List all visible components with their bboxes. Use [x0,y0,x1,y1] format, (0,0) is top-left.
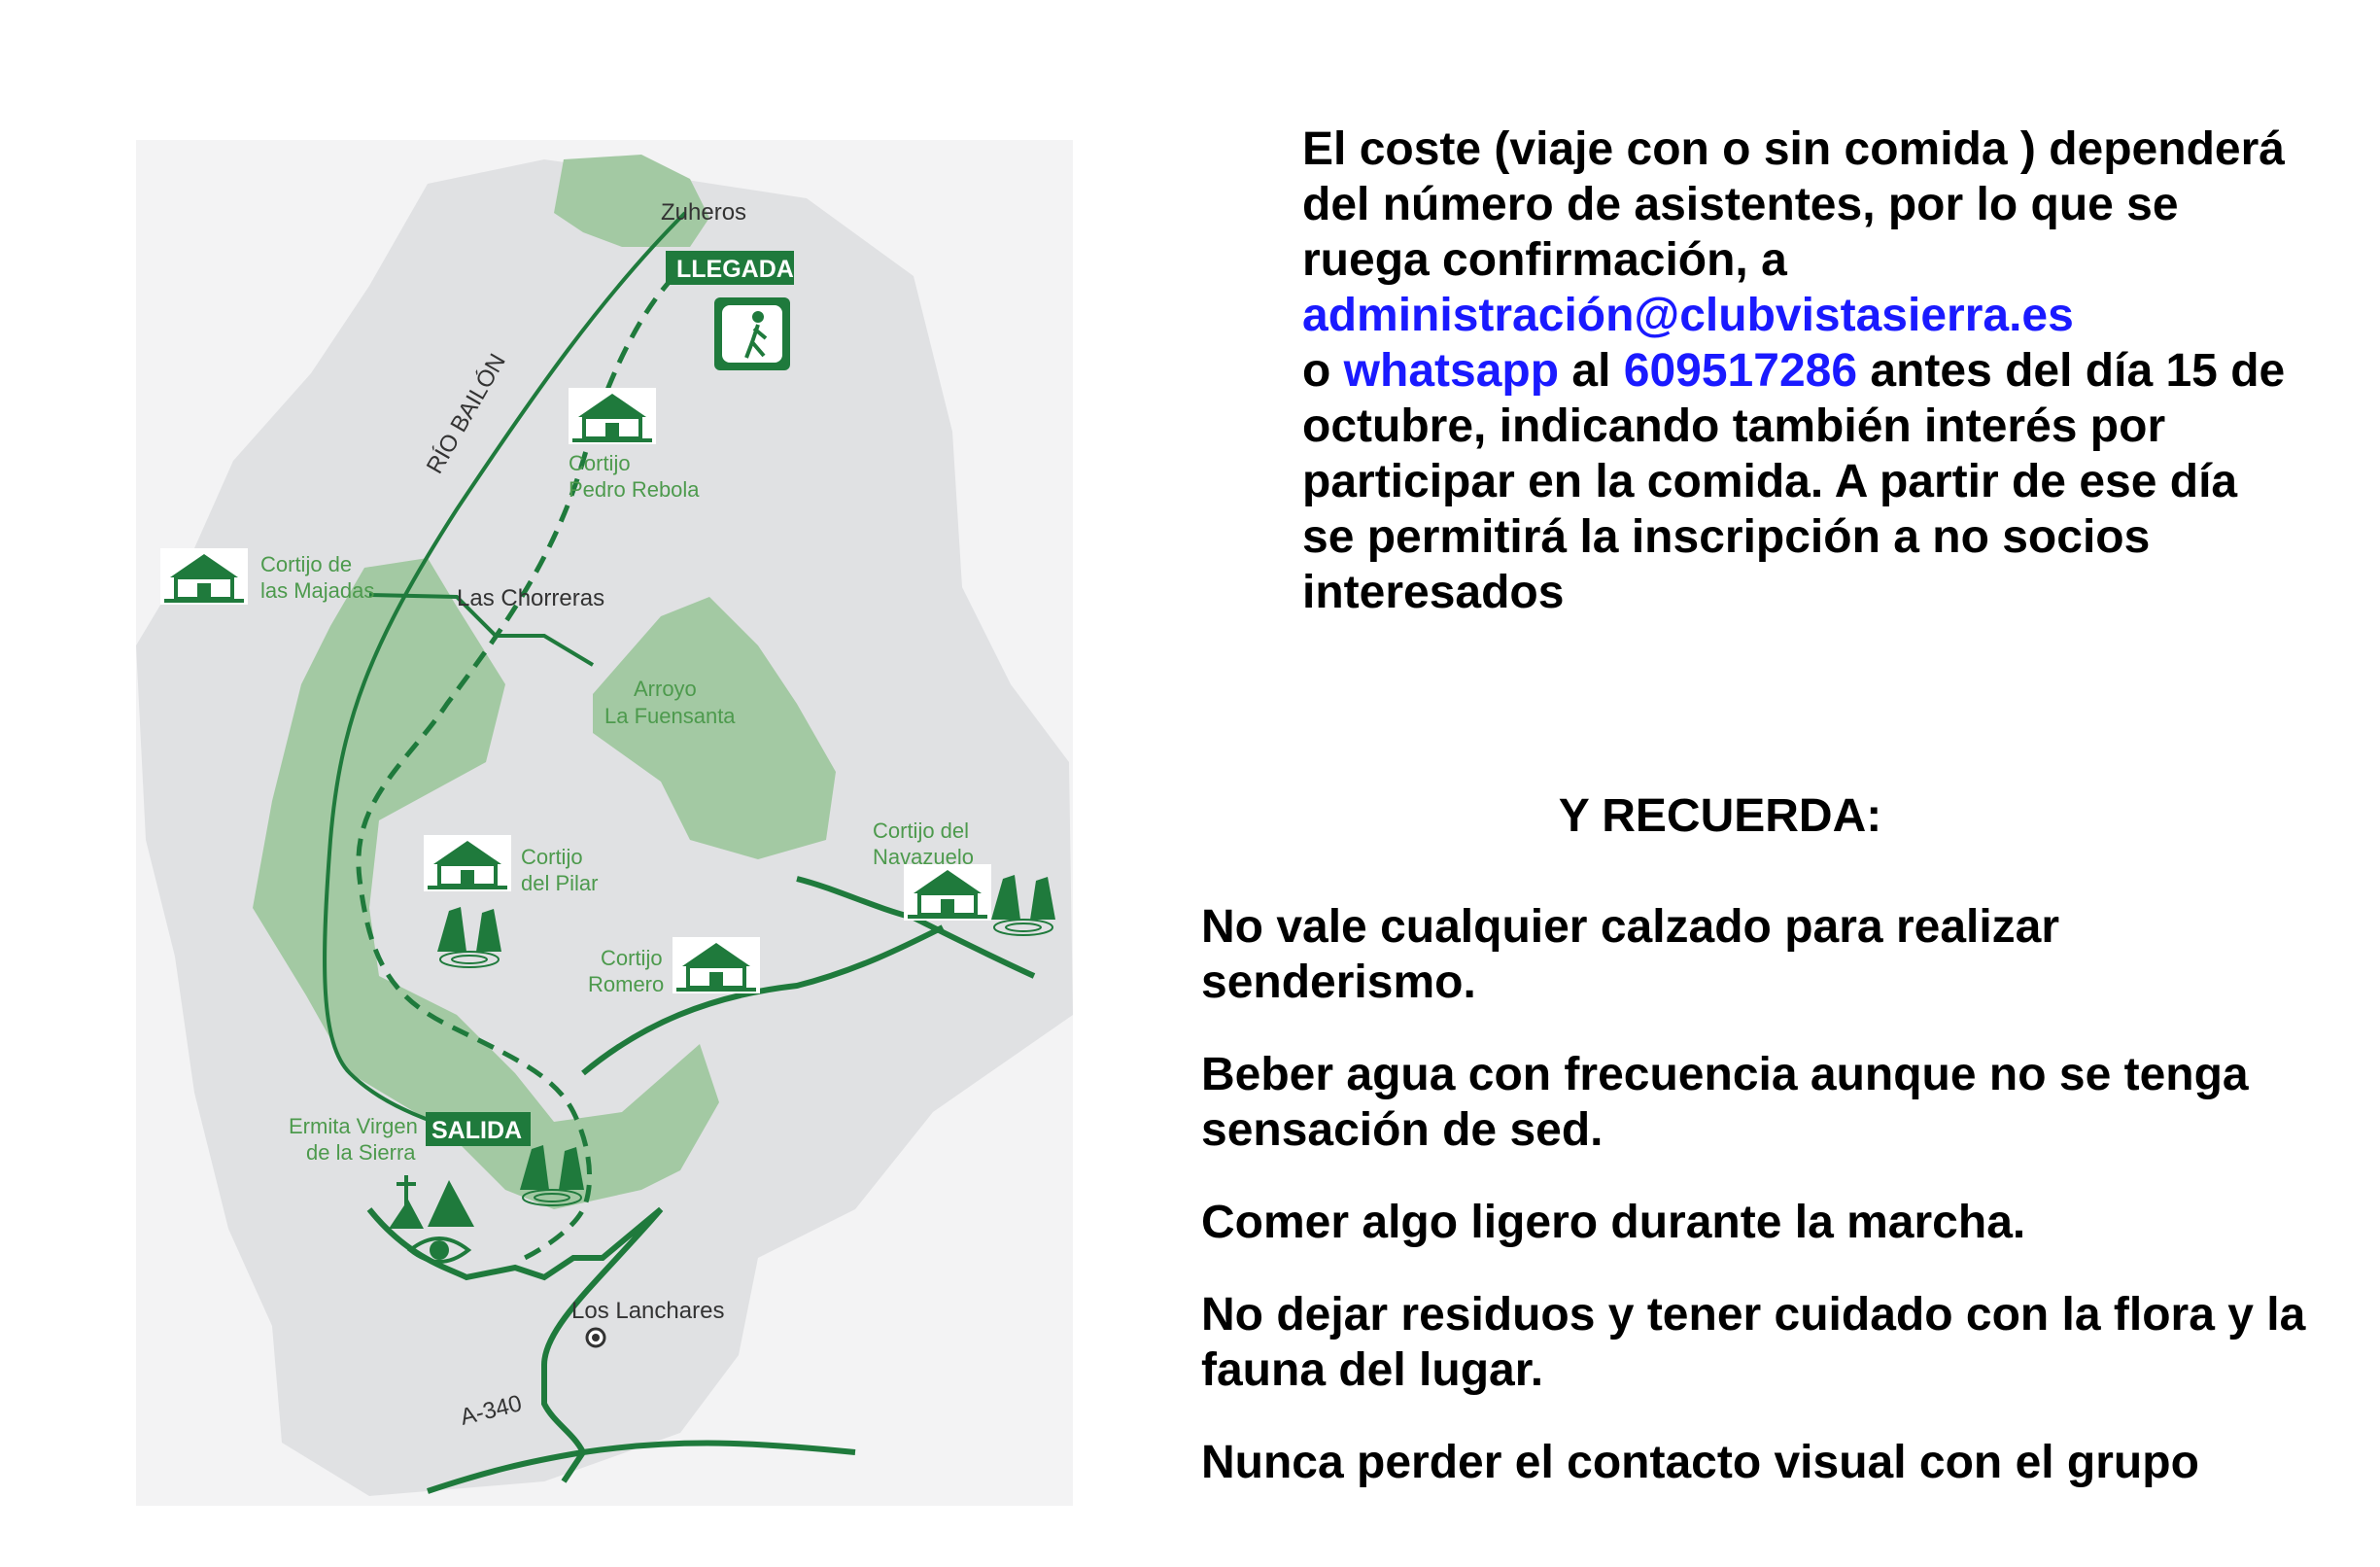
reminder-heading: Y RECUERDA: [1558,790,1882,842]
llegada-sign [666,251,794,285]
map-label-romero-2: Romero [588,972,665,996]
map-label-lanchares: Los Lanchares [571,1298,725,1324]
route-map [136,140,1073,1506]
house-icon [904,864,991,921]
phone-link[interactable]: 609517286 [1623,345,1858,397]
tip-item: Comer algo ligero durante la marcha. [1201,1197,2026,1248]
house-icon [160,548,248,605]
email-link[interactable]: administración@clubvistasierra.es [1302,290,2074,341]
salida-sign [426,1112,531,1146]
whatsapp-link[interactable]: whatsapp [1343,345,1560,397]
tip-item: No vale cualquier calzado para realizar senderismo. [1201,901,2060,1008]
map-label-majadas-1: Cortijo de [260,552,353,576]
map-label-pedro-rebola-2: Pedro Rebola [569,477,700,502]
tips-list [1201,899,2319,1527]
cost-info-paragraph [1302,122,2294,620]
salida-label: SALIDA [431,1117,523,1144]
house-icon [424,835,511,891]
map-label-pilar-2: del Pilar [521,871,599,895]
or-word: o [1302,345,1331,397]
map-label-fuensanta-1: Arroyo [634,677,697,701]
tip-item: No dejar residuos y tener cuidado con la flora y la fauna del lugar. [1201,1289,2306,1396]
house-icon [673,937,760,993]
llegada-label: LLEGADA [676,256,794,283]
map-label-navazuelo-2: Navazuelo [873,845,974,869]
map-label-pedro-rebola-1: Cortijo [569,451,631,475]
deadline-text: antes del día 15 de octubre, indicando también interés por participar en la comida. A partir de ese día se permitirá la inscripción a no socios interesados [1302,345,2286,618]
map-label-rio-bailon: RÍO BAILÓN [421,349,511,478]
tip-item: Beber agua con frecuencia aunque no se tenga sensación de sed. [1201,1049,2249,1156]
town-marker-icon [587,1329,604,1346]
hiker-icon [714,297,790,370]
map-label-road: A-340 [457,1390,525,1431]
al-word: al [1571,345,1611,397]
cost-info-text: El coste (viaje con o sin comida ) dependerá del número de asistentes, por lo que se ruega confirmación, a [1302,123,2285,286]
map-label-navazuelo-1: Cortijo del [873,818,970,843]
map-label-ermita-2: de la Sierra [306,1140,416,1165]
map-label-chorreras: Las Chorreras [457,585,605,611]
map-label-ermita-1: Ermita Virgen [289,1114,418,1138]
map-label-romero-1: Cortijo [601,946,663,970]
house-icon [569,388,656,444]
map-label-pilar-1: Cortijo [521,845,583,869]
map-label-majadas-2: las Majadas [260,578,375,603]
map-label-zuheros: Zuheros [661,199,747,226]
tip-item: Nunca perder el contacto visual con el grupo [1201,1437,2199,1488]
map-label-fuensanta-2: La Fuensanta [604,704,736,728]
